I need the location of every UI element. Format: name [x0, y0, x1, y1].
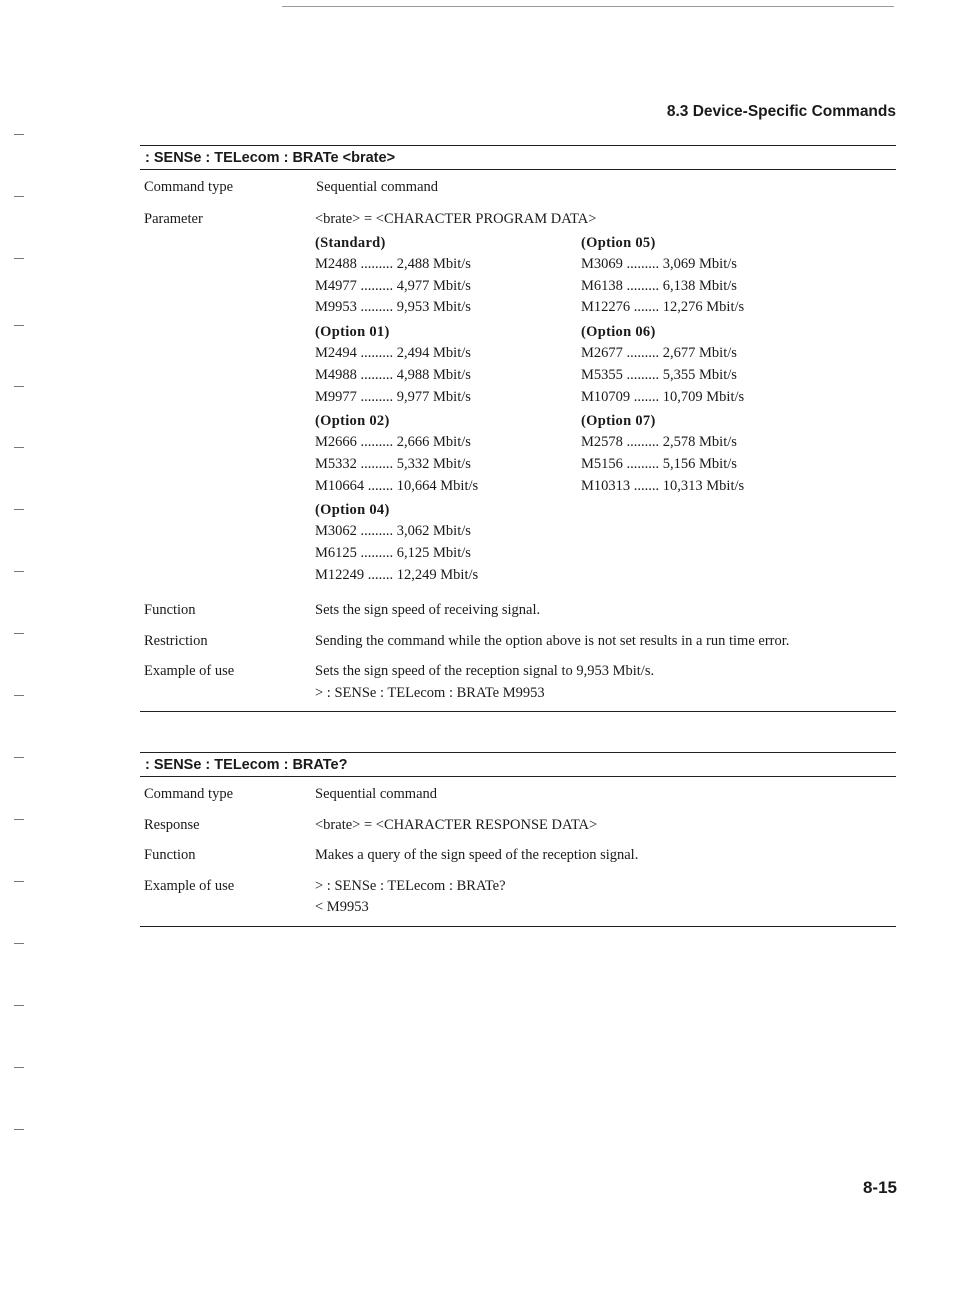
option-title: (Option 02): [315, 413, 390, 430]
function-value: Makes a query of the sign speed of the reception signal.: [315, 847, 639, 863]
example-row: [140, 876, 896, 919]
page-number: 8-15: [862, 1178, 897, 1197]
option-item: M2666 ......... 2,666 Mbit/s: [315, 434, 471, 451]
options-left-column: [315, 233, 575, 586]
margin-mark: [14, 819, 24, 820]
margin-mark: [14, 325, 24, 326]
margin-mark: [14, 757, 24, 758]
function-label: Function: [144, 602, 196, 618]
option-item: M5332 ......... 5,332 Mbit/s: [315, 455, 471, 472]
option-group: [581, 233, 841, 319]
option-title: (Option 04): [315, 502, 390, 519]
option-title: (Option 01): [315, 324, 390, 341]
command-block-brate-set: [140, 145, 896, 712]
section-header: 8.3 Device-Specific Commands: [666, 103, 896, 120]
option-title: (Option 05): [581, 235, 656, 251]
option-item: M2677 ......... 2,677 Mbit/s: [581, 345, 737, 362]
restriction-row: [140, 631, 896, 653]
parameter-value: <brate> = <CHARACTER PROGRAM DATA>: [315, 210, 597, 227]
option-group: [315, 411, 575, 497]
function-row: [140, 600, 896, 622]
example-line: > : SENSe : TELecom : BRATe M9953: [315, 684, 545, 701]
option-title: (Option 07): [581, 413, 656, 430]
function-value: Sets the sign speed of receiving signal.: [315, 602, 541, 618]
option-item: M3062 ......... 3,062 Mbit/s: [315, 523, 471, 540]
command-block-brate-query: [140, 752, 896, 927]
example-line: < M9953: [315, 899, 369, 915]
option-item: M6138 ......... 6,138 Mbit/s: [581, 277, 737, 294]
option-item: M9953 ......... 9,953 Mbit/s: [315, 299, 471, 316]
option-item: M4988 ......... 4,988 Mbit/s: [315, 366, 471, 383]
margin-mark: [14, 196, 24, 197]
option-title: (Option 06): [581, 324, 656, 341]
margin-mark: [14, 386, 24, 387]
command-heading: : SENSe : TELecom : BRATe <brate>: [140, 145, 896, 170]
option-group: [581, 322, 841, 408]
example-label: Example of use: [144, 663, 235, 679]
response-label: Response: [144, 816, 200, 833]
example-line: > : SENSe : TELecom : BRATe?: [315, 877, 506, 894]
function-label: Function: [144, 847, 196, 863]
margin-mark: [14, 509, 24, 510]
option-group: [315, 233, 575, 319]
option-group: [315, 500, 575, 586]
option-item: M5156 ......... 5,156 Mbit/s: [581, 455, 737, 472]
option-group: [581, 411, 841, 497]
example-row: [140, 661, 896, 704]
parameter-label: Parameter: [144, 210, 203, 227]
option-item: M2578 ......... 2,578 Mbit/s: [581, 434, 737, 451]
option-item: M3069 ......... 3,069 Mbit/s: [581, 256, 737, 272]
option-item: M2494 ......... 2,494 Mbit/s: [315, 345, 471, 362]
command-type-row: [140, 177, 896, 199]
function-row: [140, 845, 896, 867]
command-type-label: Command type: [144, 179, 234, 195]
margin-mark: [14, 447, 24, 448]
margin-mark: [14, 881, 24, 882]
option-item: M6125 ......... 6,125 Mbit/s: [315, 545, 471, 562]
top-rule: [282, 6, 894, 7]
option-item: M2488 ......... 2,488 Mbit/s: [315, 256, 471, 272]
command-type-row: [140, 784, 896, 806]
option-item: M10664 ....... 10,664 Mbit/s: [315, 477, 479, 494]
option-item: M9977 ......... 9,977 Mbit/s: [315, 388, 471, 405]
margin-mark: [14, 1005, 24, 1006]
margin-mark: [14, 943, 24, 944]
command-type-label: Command type: [144, 786, 234, 802]
example-line: Sets the sign speed of the reception signal to 9,953 Mbit/s.: [315, 663, 655, 679]
margin-mark: [14, 571, 24, 572]
option-title: (Standard): [315, 235, 386, 251]
option-item: M12276 ....... 12,276 Mbit/s: [581, 299, 745, 316]
example-value: [315, 876, 896, 919]
margin-mark: [14, 695, 24, 696]
margin-mark: [14, 134, 24, 135]
option-item: M10313 ....... 10,313 Mbit/s: [581, 477, 745, 494]
margin-mark: [14, 633, 24, 634]
block-end-rule: [140, 711, 896, 712]
command-heading: : SENSe : TELecom : BRATe?: [140, 752, 896, 777]
option-item: M5355 ......... 5,355 Mbit/s: [581, 366, 737, 383]
example-value: [315, 661, 896, 704]
response-row: [140, 815, 896, 837]
restriction-value: Sending the command while the option above is not set results in a run time error.: [315, 632, 790, 649]
example-label: Example of use: [144, 877, 235, 894]
option-item: M4977 ......... 4,977 Mbit/s: [315, 277, 471, 294]
restriction-label: Restriction: [144, 632, 208, 649]
parameter-row: [140, 209, 896, 231]
margin-mark: [14, 1129, 24, 1130]
option-item: M12249 ....... 12,249 Mbit/s: [315, 566, 479, 583]
option-item: M10709 ....... 10,709 Mbit/s: [581, 388, 745, 405]
option-group: [315, 322, 575, 408]
margin-mark: [14, 258, 24, 259]
block-end-rule: [140, 926, 896, 927]
options-right-column: [581, 233, 841, 497]
parameter-options: [140, 230, 896, 600]
command-type-value: Sequential command: [316, 179, 439, 195]
margin-mark: [14, 1067, 24, 1068]
response-value: <brate> = <CHARACTER RESPONSE DATA>: [315, 816, 598, 833]
command-type-value: Sequential command: [315, 786, 438, 802]
